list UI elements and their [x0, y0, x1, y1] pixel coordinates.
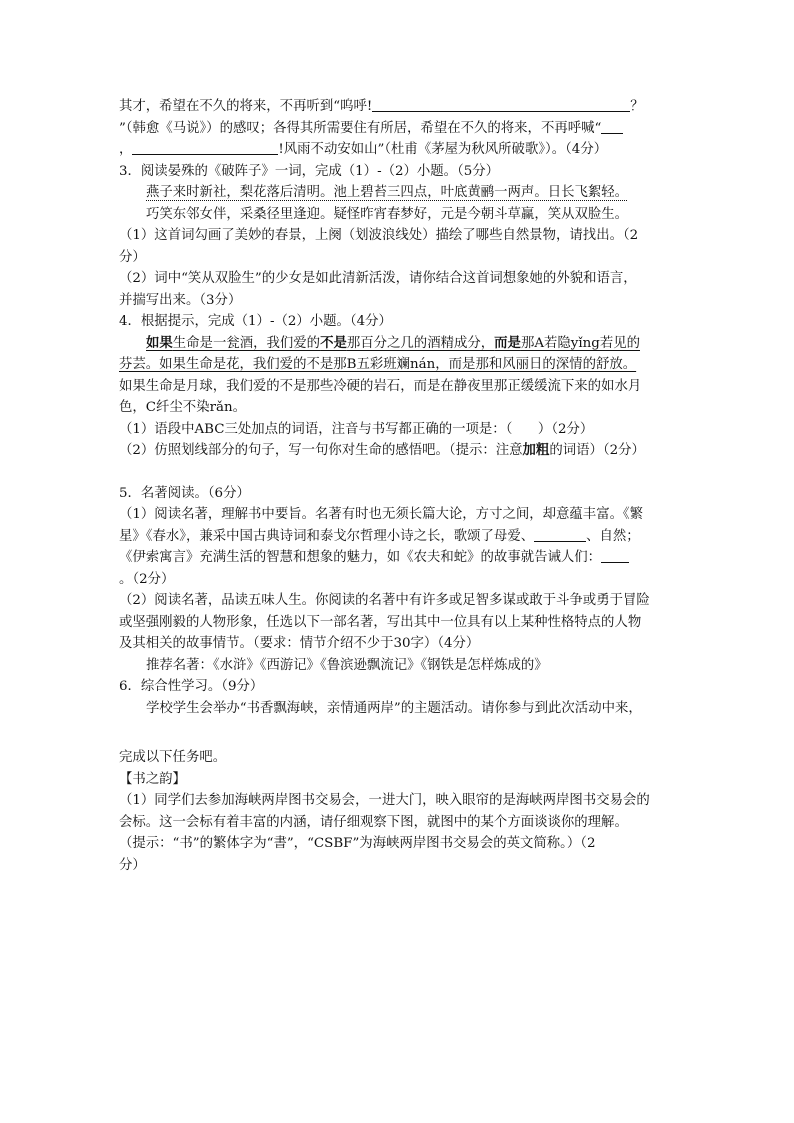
- text: （2）仿照划线部分的句子，写一句你对生命的感悟吧。（提示：注意: [119, 443, 523, 458]
- spacer: [119, 462, 679, 483]
- text-line: [119, 547, 679, 569]
- text: 其才，希望在不久的将来，不再听到“呜呼!: [119, 99, 373, 114]
- text-line: （2）阅读名著，品读五味人生。你阅读的名著中有许多或足智多谋或敢于斗争或勇于冒险: [119, 593, 650, 608]
- text-line: 会标。这一会标有着丰富的内涵，请仔细观察下图，就图中的某个方面谈谈你的理解。: [119, 814, 628, 830]
- text: 星》《春水》，兼采中国古典诗词和泰戈尔哲理小诗之长，歌颂了母爱、: [119, 528, 535, 544]
- text-line: [119, 96, 679, 118]
- text: 芬芸。如果生命是花，我们爱的不是那B五彩班斓nán，而是那和风丽日的深情的舒放。: [119, 357, 637, 372]
- underlined-passage: [146, 336, 640, 351]
- answer-blank: [601, 548, 629, 563]
- text-line: [119, 139, 679, 161]
- question-3-heading: 3．阅读晏殊的《破阵子》一词，完成（1）-（2）小题。（5分）: [119, 163, 500, 179]
- bold-word: 不是: [320, 334, 347, 351]
- text-line: [119, 440, 679, 462]
- text: 、自然；: [586, 528, 640, 544]
- text-line: 如果生命是月球，我们爱的不是那些冷硬的岩石，而是在静夜里那正缓缓流下来的如水月: [119, 378, 642, 394]
- text: ？: [630, 99, 644, 114]
- poem-line-2: 巧笑东邻女伴，采桑径里逢迎。疑怪昨宵春梦好，元是今朝斗草赢，笑从双脸生。: [146, 206, 629, 222]
- bold-word: 而是: [494, 334, 521, 351]
- section-heading: 【书之韵】: [119, 771, 186, 787]
- text-line: [119, 526, 679, 548]
- text-line: 色，C纤尘不染rǎn。: [119, 400, 246, 415]
- text-line: 分）: [119, 857, 146, 873]
- question-4-heading: 4．根据提示，完成（1）-（2）小题。（4分）: [119, 314, 392, 329]
- answer-blank: [372, 97, 630, 112]
- question-5-heading: 5．名著阅读。（6分）: [119, 485, 250, 501]
- text: !风雨不动安如山”（杜甫《茅屋为秋风所破歌》）。（4分）: [278, 142, 608, 157]
- text: ，: [119, 142, 133, 157]
- text-line: [119, 354, 679, 376]
- text: 那百分之几的酒精成分，: [346, 335, 495, 351]
- poem-line-1: 燕子来时新社，梨花落后清明。池上碧苔三四点，叶底黄鹂一两声。日长飞絮轻。: [146, 185, 629, 200]
- text-line: [119, 333, 679, 355]
- bold-word: 加粗: [522, 442, 550, 458]
- document-page: [119, 96, 679, 876]
- recommended-books: 推荐名著：《水浒》《西游记》《鲁滨逊飘流记》《钢铁是怎样炼成的》: [146, 657, 548, 673]
- spacer: [119, 719, 679, 747]
- text: 的词语）（2分）: [549, 443, 645, 458]
- text-line: 或坚强刚毅的人物形象，任选以下一部名著，写出其中一位具有以上某种性格特点的人物: [119, 614, 642, 630]
- question-6-heading: 6．综合性学习。（9分）: [119, 679, 264, 694]
- answer-blank: [601, 119, 623, 134]
- text-line: （2）词中“笑从双脸生”的少女是如此清新活泼，请你结合这首词想象她的外貌和语言，: [119, 271, 637, 286]
- text-line: 及其相关的故事情节。（要求：情节介绍不少于30字）（4分）: [119, 636, 480, 651]
- text-line: （1）语段中ABC三处加点的词语，注音与书写都正确的一项是：（ ）（2分）: [119, 421, 594, 437]
- text-line: （提示：“书”的繁体字为“書”，“CSBF”为海峡两岸图书交易会的英文简称。）（2: [119, 836, 596, 851]
- text-line: 并揣写出来。（3分）: [119, 292, 242, 308]
- text: 《伊索寓言》充满生活的智慧和想象的魅力，如《农夫和蛇》的故事就告诫人们：: [119, 550, 602, 565]
- text-line: [119, 118, 679, 140]
- text-line: 。（2分）: [119, 571, 175, 587]
- answer-blank: [534, 527, 586, 542]
- text: ”（韩愈《马说》）的感叹；各得其所需要住有所居，希望在不久的将来，不再呼喊“: [119, 120, 602, 136]
- text-line: 完成以下任务吧。: [119, 750, 227, 765]
- text-line: （1）同学们去参加海峡两岸图书交易会，一进大门，映入眼帘的是海峡两岸图书交易会的: [119, 793, 650, 808]
- text-line: （1）阅读名著，理解书中要旨。名著有时也无须长篇大论，方寸之间，却意蕴丰富。《繁: [119, 507, 644, 522]
- text-line: 分）: [119, 249, 146, 265]
- text-line: （1）这首词勾画了美妙的春景，上阕（划波浪线处）描绘了哪些自然景物，请找出。（2: [119, 228, 639, 243]
- text: 生命是一瓮酒，我们爱的: [172, 335, 321, 351]
- text-line: 学校学生会举办“书香飘海峡，亲情通两岸”的主题活动。请你参与到此次活动中来，: [146, 700, 642, 716]
- text: 那A若隐yǐng若见的: [520, 335, 640, 351]
- answer-blank: [132, 140, 278, 155]
- bold-word: 如果: [146, 334, 173, 351]
